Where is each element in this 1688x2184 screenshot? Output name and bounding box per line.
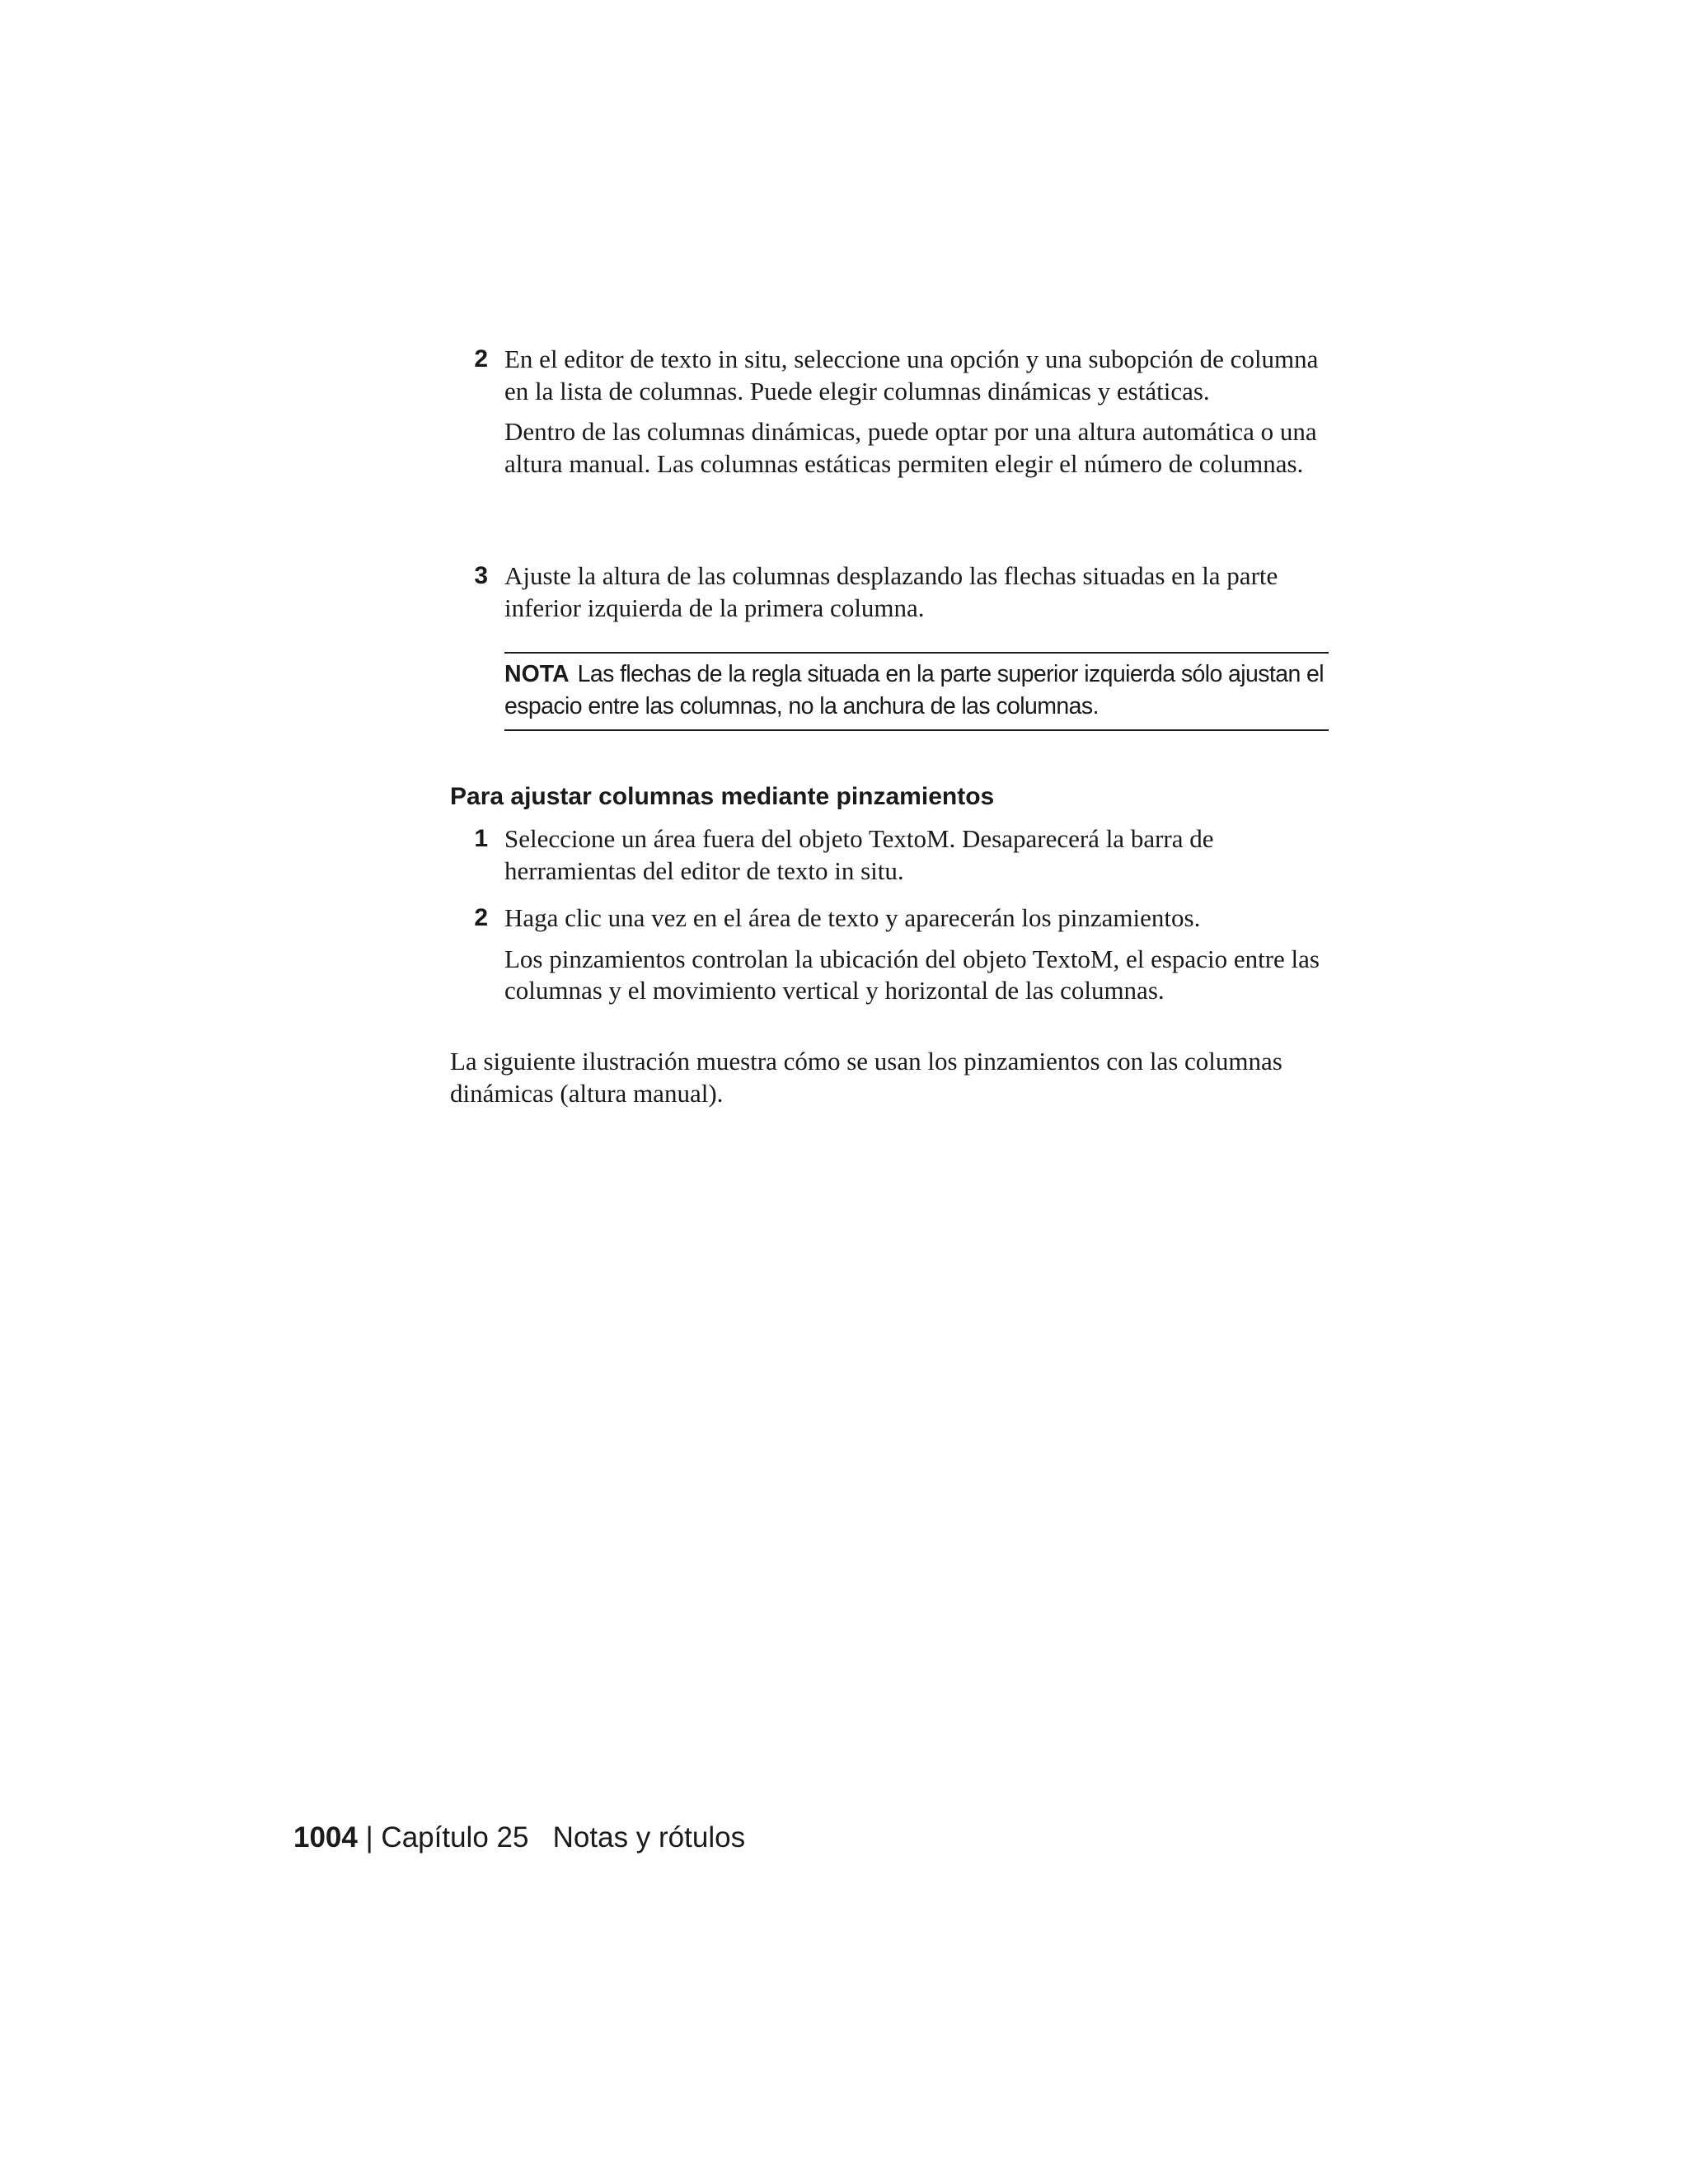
step-paragraph: En el editor de texto in situ, seleccione una opción y una subopción de columna en la lista de columnas. Puede elegir columnas dinámicas y estáticas. — [504, 344, 1319, 405]
step-item — [460, 902, 1334, 1007]
step-paragraph: Seleccione un área fuera del objeto TextoM. Desaparecerá la barra de herramientas del editor de texto in situ. — [504, 824, 1214, 885]
step-number: 2 — [474, 345, 488, 373]
step-paragraph: Dentro de las columnas dinámicas, puede optar por una altura automática o una altura manual. Las columnas estáticas permiten elegir el número de columnas. — [504, 417, 1317, 478]
step-item — [460, 344, 1334, 480]
body-paragraph: La siguiente ilustración muestra cómo se usan los pinzamientos con las columnas dinámicas (altura manual). — [450, 1047, 1282, 1108]
page-number: 1004 — [293, 1821, 358, 1854]
step-paragraph: Los pinzamientos controlan la ubicación del objeto TextoM, el espacio entre las columnas y el movimiento vertical y horizontal de las columnas. — [504, 944, 1320, 1005]
step-paragraph: Ajuste la altura de las columnas desplazando las flechas situadas en la parte inferior izquierda de la primera columna. — [504, 561, 1278, 622]
chapter-title: Notas y rótulos — [552, 1821, 746, 1854]
step-number: 2 — [474, 904, 488, 931]
note-box — [504, 652, 1329, 731]
note-text: Las flechas de la regla situada en la parte superior izquierda sólo ajustan el espacio entre las columnas, no la anchura de las columnas. — [504, 661, 1325, 719]
section-heading: Para ajustar columnas mediante pinzamientos — [450, 783, 995, 810]
step-item — [460, 560, 1334, 624]
step-number: 3 — [474, 562, 488, 589]
page-footer — [293, 1820, 745, 1856]
footer-separator: | — [357, 1821, 382, 1854]
note-label: NOTA — [504, 661, 570, 687]
step-number: 1 — [474, 825, 488, 852]
step-item — [460, 823, 1334, 887]
step-paragraph: Haga clic una vez en el área de texto y aparecerán los pinzamientos. — [504, 903, 1201, 932]
chapter-label: Capítulo 25 — [381, 1821, 529, 1854]
